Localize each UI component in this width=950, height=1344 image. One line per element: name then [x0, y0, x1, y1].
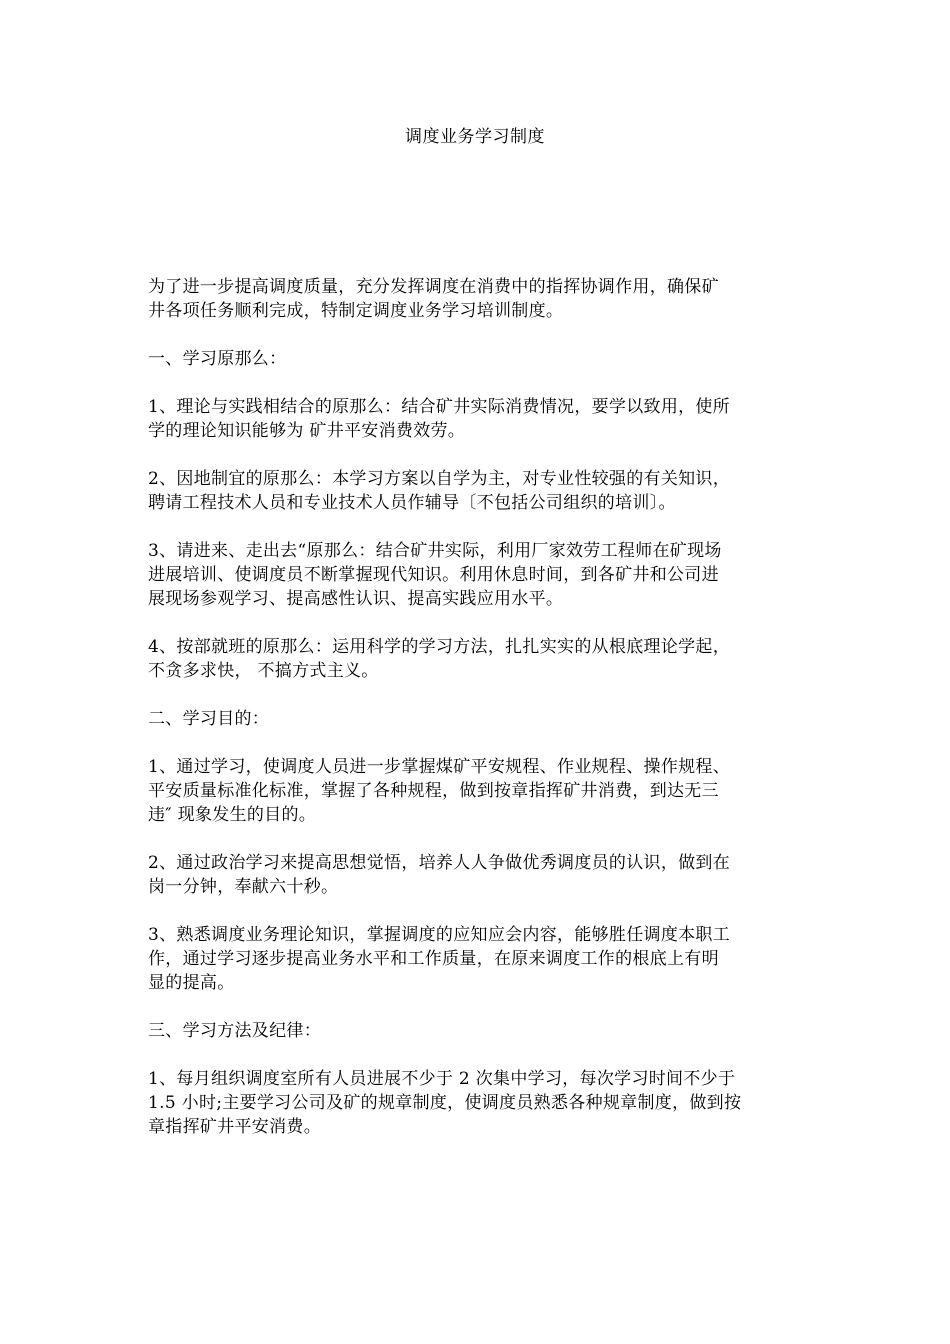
- principle-item-line: 不贪多求快， 不搞方式主义。: [148, 661, 379, 681]
- purpose-item-line: 1、通过学习，使调度人员进一步掌握煤矿平安规程、作业规程、操作规程、: [148, 757, 731, 777]
- paragraph-gap: [148, 515, 808, 539]
- principle-item-line: 3、请进来、走出去“原那么：结合矿井实际，利用厂家效劳工程师在矿现场: [148, 541, 722, 561]
- purpose-item-line: 3、熟悉调度业务理论知识，掌握调度的应知应会内容，能够胜任调度本职工: [148, 925, 731, 945]
- document-title: 调度业务学习制度: [405, 127, 545, 147]
- paragraph-gap: [148, 995, 808, 1019]
- purpose-item-line: 作，通过学习逐步提高业务水平和工作质量，在原来调度工作的根底上有明: [148, 949, 719, 969]
- principle-item-line: 2、因地制宜的原那么：本学习方案以自学为主，对专业性较强的有关知识，: [148, 469, 731, 489]
- paragraph-gap: [148, 827, 808, 851]
- method-item-line: 章指挥矿井平安消费。: [148, 1117, 321, 1137]
- paragraph-gap: [148, 323, 808, 347]
- document-body: [148, 275, 808, 1139]
- intro-line: 井各项任务顺利完成，特制定调度业务学习培训制度。: [148, 301, 564, 321]
- purpose-item-line: 岗一分钟，奉献六十秒。: [148, 877, 339, 897]
- principle-item-line: 展现场参观学习、提高感性认识、提高实践应用水平。: [148, 589, 564, 609]
- purpose-item-line: 显的提高。: [148, 973, 235, 993]
- paragraph-gap: [148, 371, 808, 395]
- method-item-line: 1、每月组织调度室所有人员进展不少于 2 次集中学习，每次学习时间不少于: [148, 1069, 736, 1089]
- principle-item-line: 进展培训、使调度员不断掌握现代知识。利用休息时间，到各矿井和公司进: [148, 565, 719, 585]
- method-item-line: 1.5 小时;主要学习公司及矿的规章制度，使调度员熟悉各种规章制度，做到按: [148, 1093, 742, 1113]
- paragraph-gap: [148, 443, 808, 467]
- paragraph-gap: [148, 1043, 808, 1067]
- paragraph-gap: [148, 683, 808, 707]
- section-heading-principles: 一、学习原那么：: [148, 349, 287, 369]
- intro-line: 为了进一步提高调度质量，充分发挥调度在消费中的指挥协调作用，确保矿: [148, 277, 719, 297]
- paragraph-gap: [148, 899, 808, 923]
- purpose-item-line: 违″ 现象发生的目的。: [148, 805, 317, 825]
- section-heading-purpose: 二、学习目的：: [148, 709, 270, 729]
- paragraph-gap: [148, 611, 808, 635]
- principle-item-line: 4、按部就班的原那么：运用科学的学习方法，扎扎实实的从根底理论学起，: [148, 637, 731, 657]
- paragraph-gap: [148, 731, 808, 755]
- principle-item-line: 1、理论与实践相结合的原那么：结合矿井实际消费情况，要学以致用，使所: [148, 397, 731, 417]
- purpose-item-line: 2、通过政治学习来提高思想觉悟，培养人人争做优秀调度员的认识，做到在: [148, 853, 731, 873]
- section-heading-methods: 三、学习方法及纪律：: [148, 1021, 321, 1041]
- principle-item-line: 学的理论知识能够为 矿井平安消费效劳。: [148, 421, 466, 441]
- principle-item-line: 聘请工程技术人员和专业技术人员作辅导〔不包括公司组织的培训〕。: [148, 493, 676, 513]
- purpose-item-line: 平安质量标准化标准，掌握了各种规程，做到按章指挥矿井消费，到达无三: [148, 781, 719, 801]
